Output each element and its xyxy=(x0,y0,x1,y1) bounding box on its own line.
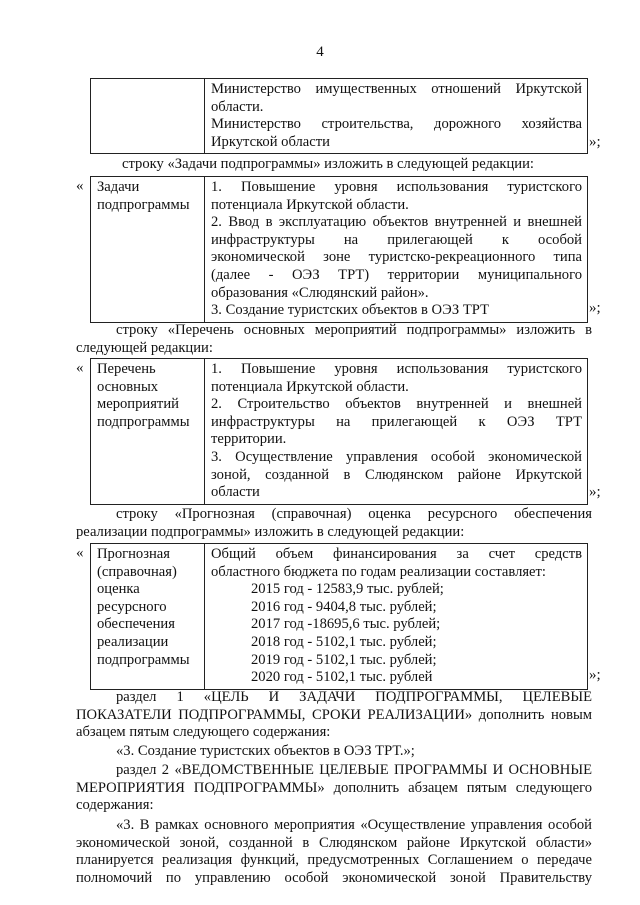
page-number: 4 xyxy=(316,44,324,60)
table-line: зоной, созданной в Слюдянском районе Иркутской xyxy=(211,466,582,483)
opening-quote: « xyxy=(76,178,84,194)
text-line: строку «Перечень основных мероприятий подпрограммы» изложить в xyxy=(116,322,592,338)
table-line: Министерство имущественных отношений Иркутской xyxy=(211,81,582,97)
measures-table xyxy=(90,358,588,505)
closing-quote: »; xyxy=(589,134,601,150)
funding-year-line: 2017 год -18695,6 тыс. рублей; xyxy=(251,616,441,633)
closing-quote: »; xyxy=(589,300,601,316)
text-line: «3. В рамках основного мероприятия «Осуществление управления особой xyxy=(116,817,592,833)
text-line: раздел 1 «ЦЕЛЬ И ЗАДАЧИ ПОДПРОГРАММЫ, ЦЕЛЕВЫЕ xyxy=(116,689,592,705)
table-line: 1. Повышение уровня использования туристского xyxy=(211,361,582,377)
funding-year-line: 2019 год - 5102,1 тыс. рублей; xyxy=(251,651,437,668)
tasks-value-cell xyxy=(205,177,588,323)
table-line: потенциала Иркутской области. xyxy=(211,378,409,395)
label-line: мероприятий xyxy=(97,396,179,413)
inserted-paragraph: «3. Создание туристских объектов в ОЭЗ ТРТ.»; xyxy=(116,743,415,759)
resources-value-cell xyxy=(205,544,588,690)
table-line: Иркутской области xyxy=(211,133,330,150)
resources-label-cell xyxy=(91,544,205,690)
text-line: раздел 2 «ВЕДОМСТВЕННЫЕ ЦЕЛЕВЫЕ ПРОГРАММЫ И ОСНОВНЫЕ xyxy=(116,762,592,778)
text-line: содержания: xyxy=(76,797,154,814)
instruction-measures xyxy=(76,322,592,357)
label-line: оценка xyxy=(97,581,140,598)
table-line: Общий объем финансирования за счет средств xyxy=(211,546,582,562)
table-line: территории. xyxy=(211,431,287,448)
table-line: экономической зоне туристско-рекреационного типа xyxy=(211,249,582,266)
label-line: обеспечения xyxy=(97,616,175,633)
closing-quote: »; xyxy=(589,667,601,683)
table-line: 2. Строительство объектов внутренней и внешней xyxy=(211,396,582,413)
text-line: планируется реализация функций, предусмотренных Соглашением о передаче xyxy=(76,852,592,869)
executors-value-cell xyxy=(205,79,588,154)
label-line: Задачи xyxy=(97,179,140,195)
table-line: (далее - ОЭЗ ТРТ) территории муниципального xyxy=(211,266,582,283)
label-line: подпрограммы xyxy=(97,413,190,430)
table-line: области. xyxy=(211,98,264,115)
label-line: подпрограммы xyxy=(97,196,190,213)
tasks-table xyxy=(90,176,588,323)
text-line: абзацем пятым следующего содержания: xyxy=(76,724,331,741)
table-line: 1. Повышение уровня использования туристского xyxy=(211,179,582,195)
label-line: Перечень xyxy=(97,361,156,377)
opening-quote: « xyxy=(76,360,84,376)
label-line: реализации xyxy=(97,633,169,650)
funding-year-line: 2020 год - 5102,1 тыс. рублей xyxy=(251,669,433,686)
label-line: Прогнозная xyxy=(97,546,170,562)
instruction-tasks: строку «Задачи подпрограммы» изложить в следующей редакции: xyxy=(122,156,534,172)
instruction-resources xyxy=(76,506,592,541)
executors-table xyxy=(90,78,588,154)
table-line: образования «Слюдянский район». xyxy=(211,284,429,301)
closing-quote: »; xyxy=(589,484,601,500)
resources-table xyxy=(90,543,588,690)
label-line: подпрограммы xyxy=(97,651,190,668)
text-line: ПОКАЗАТЕЛИ ПОДПРОГРАММЫ, СРОКИ РЕАЛИЗАЦИИ» дополнить новым xyxy=(76,706,592,723)
label-line: основных xyxy=(97,378,159,395)
funding-year-line: 2018 год - 5102,1 тыс. рублей; xyxy=(251,633,437,650)
table-line: области xyxy=(211,484,260,501)
text-line: МЕРОПРИЯТИЯ ПОДПРОГРАММЫ» дополнить абзацем пятым следующего xyxy=(76,779,592,796)
measures-value-cell xyxy=(205,359,588,505)
table-line: инфраструктуры на прилегающей к ОЭЗ ТРТ xyxy=(211,413,582,430)
text-line: строку «Прогнозная (справочная) оценка ресурсного обеспечения xyxy=(116,506,592,522)
text-line: следующей редакции: xyxy=(76,339,213,356)
table-line: 3. Осуществление управления особой экономической xyxy=(211,448,582,465)
label-line: (справочная) xyxy=(97,563,177,580)
measures-label-cell xyxy=(91,359,205,505)
tasks-label-cell xyxy=(91,177,205,323)
text-line: реализации подпрограммы» изложить в следующей редакции: xyxy=(76,523,465,540)
table-line: областного бюджета по годам реализации составляет: xyxy=(211,563,546,580)
table-line: 2. Ввод в эксплуатацию объектов внутренней и внешней xyxy=(211,214,582,231)
opening-quote: « xyxy=(76,545,84,561)
table-line: 3. Создание туристских объектов в ОЭЗ ТРТ xyxy=(211,302,489,319)
text-line: полномочий по управлению особой экономической зоной Правительству xyxy=(76,869,592,886)
funding-year-line: 2015 год - 12583,9 тыс. рублей; xyxy=(251,581,444,598)
main-measure-paragraph xyxy=(76,817,592,887)
text-line: экономической зоной, созданной в Слюдянском районе Иркутской области» xyxy=(76,834,592,851)
executors-label-cell xyxy=(91,79,205,154)
funding-year-line: 2016 год - 9404,8 тыс. рублей; xyxy=(251,598,437,615)
section1-amendment xyxy=(76,689,592,742)
table-line: инфраструктуры на прилегающей к особой xyxy=(211,231,582,248)
table-line: потенциала Иркутской области. xyxy=(211,196,409,213)
label-line: ресурсного xyxy=(97,598,167,615)
table-line: Министерство строительства, дорожного хозяйства xyxy=(211,116,582,133)
section2-amendment xyxy=(76,762,592,815)
